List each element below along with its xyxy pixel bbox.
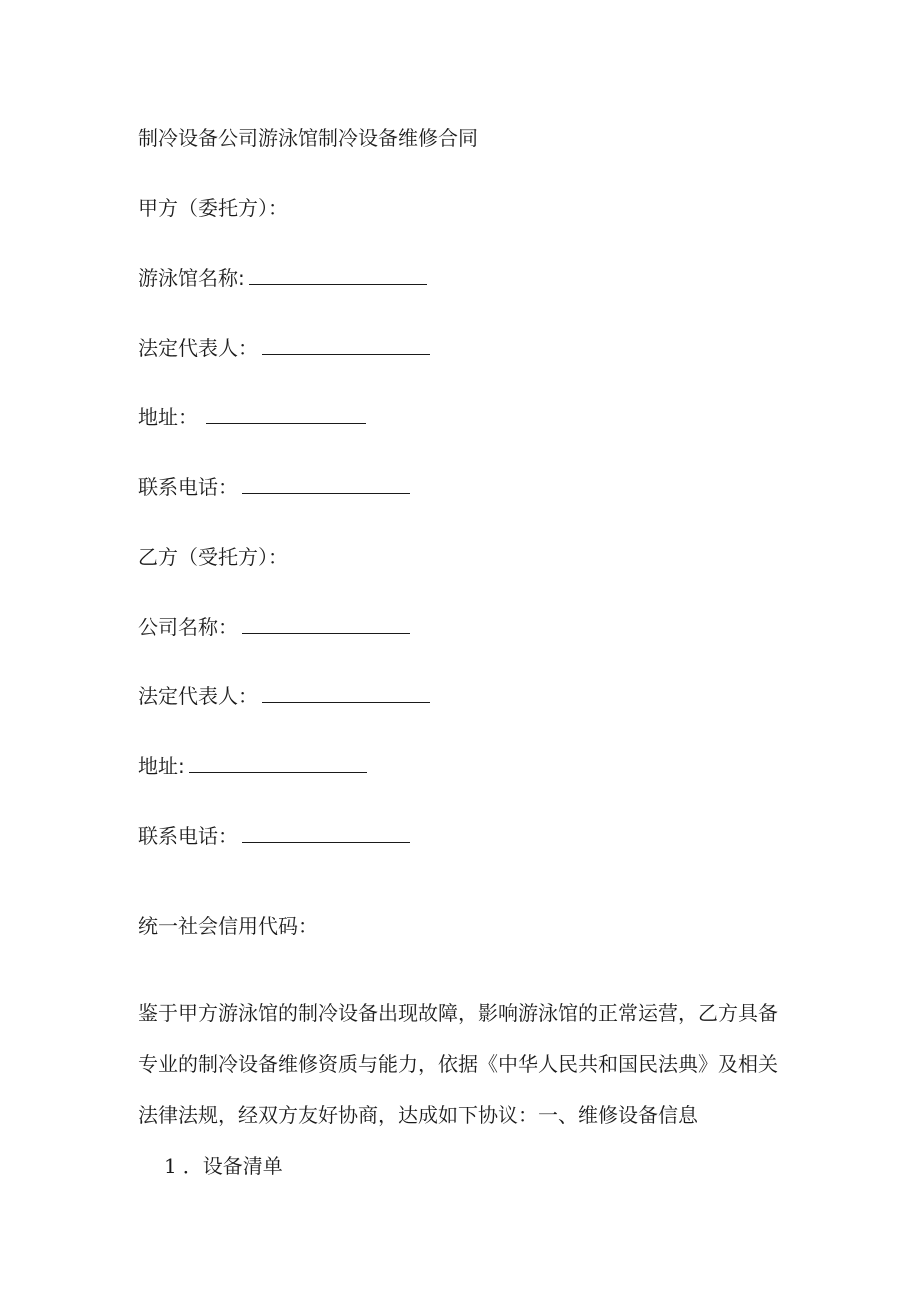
party-a-address-label: 地址：	[138, 405, 198, 429]
party-b-address-label: 地址:	[138, 754, 185, 778]
credit-code-label: 统一社会信用代码：	[138, 914, 318, 938]
party-a-rep-blank	[262, 336, 430, 355]
party-a-rep-row	[138, 336, 430, 360]
intro-paragraph	[138, 988, 798, 1141]
intro-line-2: 专业的制冷设备维修资质与能力，依据《中华人民共和国民法典》及相关	[138, 1052, 778, 1076]
party-a-phone-blank	[242, 475, 410, 494]
intro-line-1: 鉴于甲方游泳馆的制冷设备出现故障，影响游泳馆的正常运营，乙方具备	[138, 1001, 778, 1025]
party-b-rep-blank	[262, 684, 430, 703]
party-b-phone-label: 联系电话：	[138, 824, 238, 848]
party-b-name-label: 公司名称：	[138, 615, 238, 639]
party-b-address-row	[138, 754, 367, 778]
list-label: ．设备清单	[182, 1154, 283, 1178]
party-b-address-blank	[189, 754, 367, 773]
party-a-address-blank	[206, 405, 366, 424]
party-a-name-row	[138, 266, 427, 290]
equipment-list-heading	[164, 1154, 283, 1178]
party-b-rep-label: 法定代表人：	[138, 684, 258, 708]
party-a-phone-row	[138, 475, 410, 499]
party-b-name-blank	[242, 615, 410, 634]
party-a-name-label: 游泳馆名称:	[138, 266, 245, 290]
party-b-phone-blank	[242, 824, 410, 843]
party-a-rep-label: 法定代表人：	[138, 336, 258, 360]
party-a-name-blank	[249, 266, 427, 285]
list-number: 1	[164, 1154, 177, 1178]
intro-line-3: 法律法规，经双方友好协商，达成如下协议：一、维修设备信息	[138, 1103, 698, 1127]
party-b-name-row	[138, 615, 410, 639]
contract-title: 制冷设备公司游泳馆制冷设备维修合同	[138, 126, 478, 150]
party-a-heading: 甲方（委托方）：	[138, 196, 288, 220]
party-b-rep-row	[138, 684, 430, 708]
party-b-heading: 乙方（受托方）：	[138, 545, 288, 569]
party-a-address-row	[138, 405, 366, 429]
party-a-phone-label: 联系电话：	[138, 475, 238, 499]
party-b-phone-row	[138, 824, 410, 848]
